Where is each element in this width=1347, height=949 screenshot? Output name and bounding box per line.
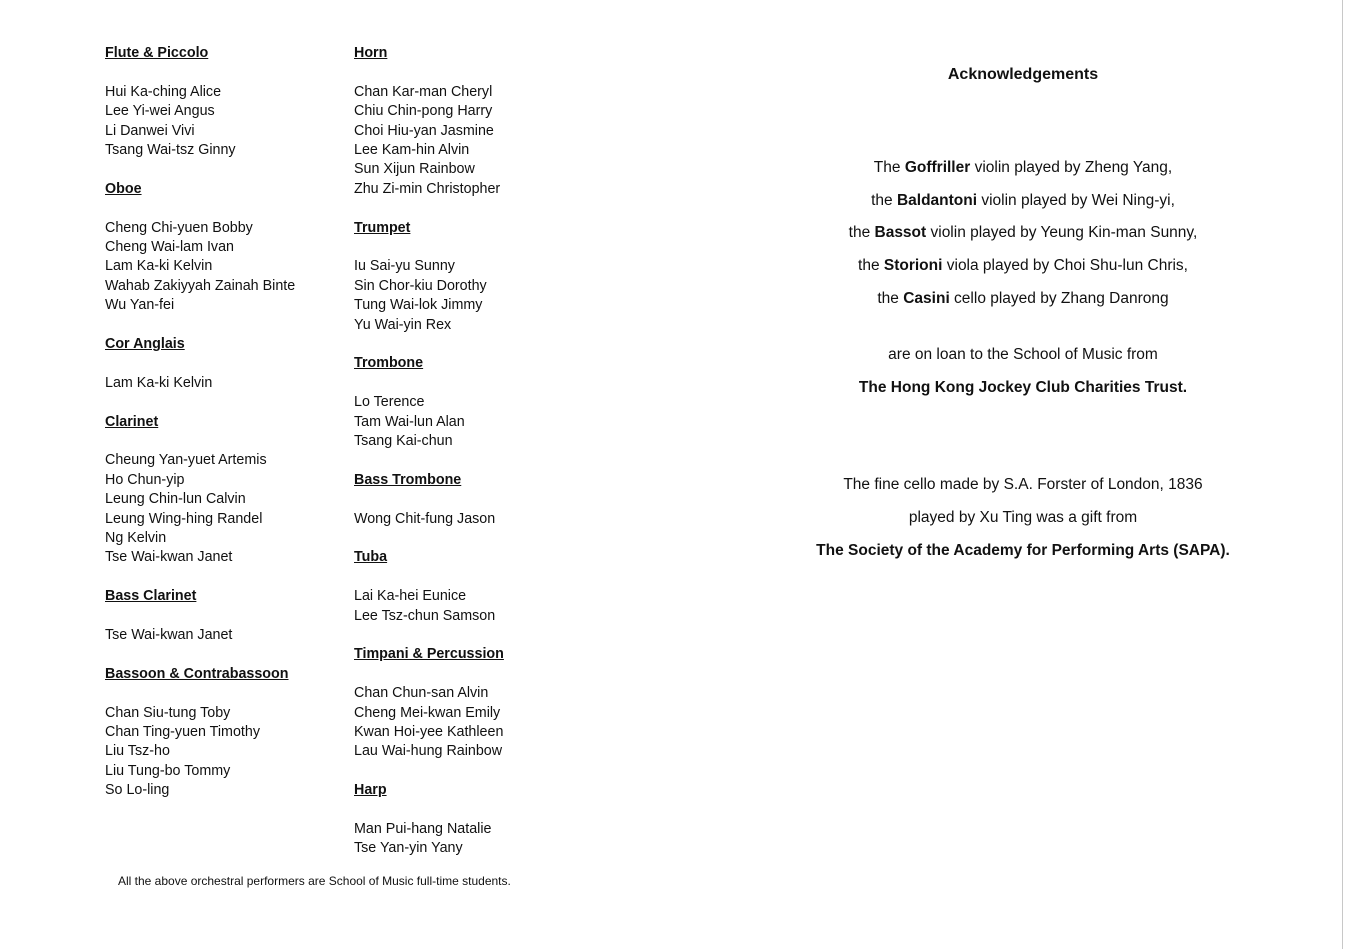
performer-name: Hui Ka-ching Alice [105, 83, 222, 100]
instrument-section [354, 645, 594, 761]
performer-name: Cheung Yan-yuet Artemis [105, 452, 267, 469]
performer-name: Iu Sai-yu Sunny [354, 258, 455, 275]
acknowledgements-title: Acknowledgements [947, 66, 1099, 83]
instrument-section [354, 548, 594, 626]
performer-name: Cheng Chi-yuen Bobby [105, 219, 253, 236]
section-spacer [105, 432, 340, 451]
performer-name: Ng Kelvin [105, 530, 167, 547]
section-heading: Cor Anglais [105, 336, 185, 353]
instrument-section [354, 354, 594, 451]
performer-name: Liu Tsz-ho [105, 743, 170, 760]
instrument-line-prefix: the [848, 224, 875, 241]
performer-name: Tse Yan-yin Yany [354, 840, 463, 857]
instrument-line-casini [700, 290, 1346, 308]
instrument-name: Baldantoni [896, 192, 978, 209]
performer-name: Chiu Chin-pong Harry [354, 103, 493, 120]
instrument-line-suffix: violin played by Zheng Yang, [970, 159, 1173, 176]
section-heading: Flute & Piccolo [105, 45, 209, 61]
performer-name: Leung Wing-hing Randel [105, 510, 263, 527]
instrument-section [105, 665, 340, 801]
performer-name: Ho Chun-yip [105, 471, 185, 488]
instrument-section [354, 781, 594, 859]
performer-name: Leung Chin-lun Calvin [105, 491, 246, 508]
section-spacer [354, 63, 594, 82]
performer-name: Lau Wai-hung Rainbow [354, 743, 503, 760]
performer-name: Chan Ting-yuen Timothy [105, 724, 260, 741]
performer-name: Tam Wai-lun Alan [354, 413, 465, 430]
instrument-line-baldantoni [700, 192, 1346, 210]
section-spacer [105, 607, 340, 626]
instrument-line-storioni [700, 257, 1346, 275]
instrument-section [105, 413, 340, 568]
performer-name: Cheng Wai-lam Ivan [105, 239, 234, 256]
performer-name: Kwan Hoi-yee Kathleen [354, 724, 504, 741]
instrument-line-prefix: The [873, 159, 905, 176]
performers-footnote: All the above orchestral performers are School of Music full-time students. [118, 874, 511, 888]
section-heading: Bass Trombone [354, 471, 462, 488]
instrument-section [105, 335, 340, 393]
instrument-line-prefix: the [858, 257, 884, 274]
performer-name: Chan Kar-man Cheryl [354, 83, 493, 100]
instrument-section [105, 180, 340, 316]
instrument-section [105, 44, 340, 160]
instrument-name: Goffriller [904, 159, 971, 176]
section-spacer [105, 199, 340, 218]
performer-name: Chan Siu-tung Toby [105, 704, 231, 721]
performer-name: Lee Tsz-chun Samson [354, 607, 496, 624]
performer-name: Tsang Wai-tsz Ginny [105, 142, 236, 159]
gift-statement-line-1: The fine cello made by S.A. Forster of London, 1836 [843, 476, 1203, 493]
gift-society-name: The Society of the Academy for Performing Arts (SAPA). [816, 542, 1230, 559]
section-spacer [354, 801, 594, 820]
section-heading: Bassoon & Contrabassoon [105, 665, 289, 682]
performer-name: Wahab Zakiyyah Zainah Binte [105, 277, 296, 294]
performer-name: Cheng Mei-kwan Emily [354, 704, 501, 721]
performer-name: Sin Chor-kiu Dorothy [354, 277, 487, 294]
loan-trust-name: The Hong Kong Jockey Club Charities Trust. [858, 379, 1188, 396]
performer-name: Tse Wai-kwan Janet [105, 627, 233, 644]
section-spacer [105, 354, 340, 373]
instrument-section [105, 587, 340, 645]
section-heading: Clarinet [105, 413, 159, 430]
instrument-name: Bassot [874, 224, 927, 241]
instrument-line-goffriller [700, 159, 1346, 177]
performers-column-middle [354, 44, 594, 878]
instrument-line-prefix: the [871, 192, 897, 209]
performer-name: Choi Hiu-yan Jasmine [354, 122, 494, 139]
instrument-section [354, 471, 594, 529]
performer-name: Lam Ka-ki Kelvin [105, 258, 213, 275]
performer-name: Lee Yi-wei Angus [105, 103, 215, 120]
instrument-line-suffix: viola played by Choi Shu-lun Chris, [942, 257, 1188, 274]
performer-name: Lee Kam-hin Alvin [354, 142, 470, 159]
page-edge-line [1342, 0, 1343, 949]
performer-name: Lam Ka-ki Kelvin [105, 374, 213, 391]
performer-name: Chan Chun-san Alvin [354, 685, 489, 702]
instrument-line-bassot [700, 224, 1346, 242]
performer-name: Sun Xijun Rainbow [354, 161, 475, 178]
instrument-line-suffix: violin played by Wei Ning-yi, [977, 192, 1175, 209]
section-heading: Trumpet [354, 219, 411, 236]
performer-name: Man Pui-hang Natalie [354, 821, 492, 838]
section-spacer [105, 684, 340, 703]
section-spacer [354, 568, 594, 587]
instrument-name: Casini [903, 290, 950, 307]
section-heading: Oboe [105, 180, 142, 197]
performer-name: So Lo-ling [105, 782, 170, 799]
performer-name: Yu Wai-yin Rex [354, 316, 452, 333]
performer-name: Lo Terence [354, 394, 425, 411]
section-heading: Horn [354, 45, 388, 61]
instrument-name: Storioni [883, 257, 943, 274]
instrument-line-prefix: the [877, 290, 904, 307]
performer-name: Liu Tung-bo Tommy [105, 762, 231, 779]
section-heading: Bass Clarinet [105, 588, 197, 605]
performer-name: Tung Wai-lok Jimmy [354, 297, 483, 314]
section-heading: Tuba [354, 549, 388, 566]
performer-name: Lai Ka-hei Eunice [354, 588, 467, 605]
performers-column-left [105, 44, 340, 820]
section-spacer [354, 665, 594, 684]
section-spacer [105, 63, 340, 82]
performer-name: Wu Yan-fei [105, 297, 175, 314]
section-heading: Trombone [354, 355, 424, 372]
performer-name: Li Danwei Vivi [105, 122, 195, 139]
performer-name: Zhu Zi-min Christopher [354, 180, 501, 197]
instrument-section [354, 219, 594, 335]
performer-name: Tse Wai-kwan Janet [105, 549, 233, 566]
instrument-line-suffix: cello played by Zhang Danrong [949, 290, 1169, 307]
performer-name: Tsang Kai-chun [354, 433, 453, 450]
section-spacer [354, 374, 594, 393]
section-spacer [354, 490, 594, 509]
loan-statement: are on loan to the School of Music from [888, 346, 1158, 363]
section-heading: Harp [354, 782, 387, 799]
instrument-line-suffix: violin played by Yeung Kin-man Sunny, [926, 224, 1198, 241]
instrument-section [354, 44, 594, 199]
section-spacer [354, 238, 594, 257]
performer-name: Wong Chit-fung Jason [354, 510, 496, 527]
gift-statement-line-2: played by Xu Ting was a gift from [908, 509, 1138, 526]
section-heading: Timpani & Percussion [354, 646, 504, 663]
